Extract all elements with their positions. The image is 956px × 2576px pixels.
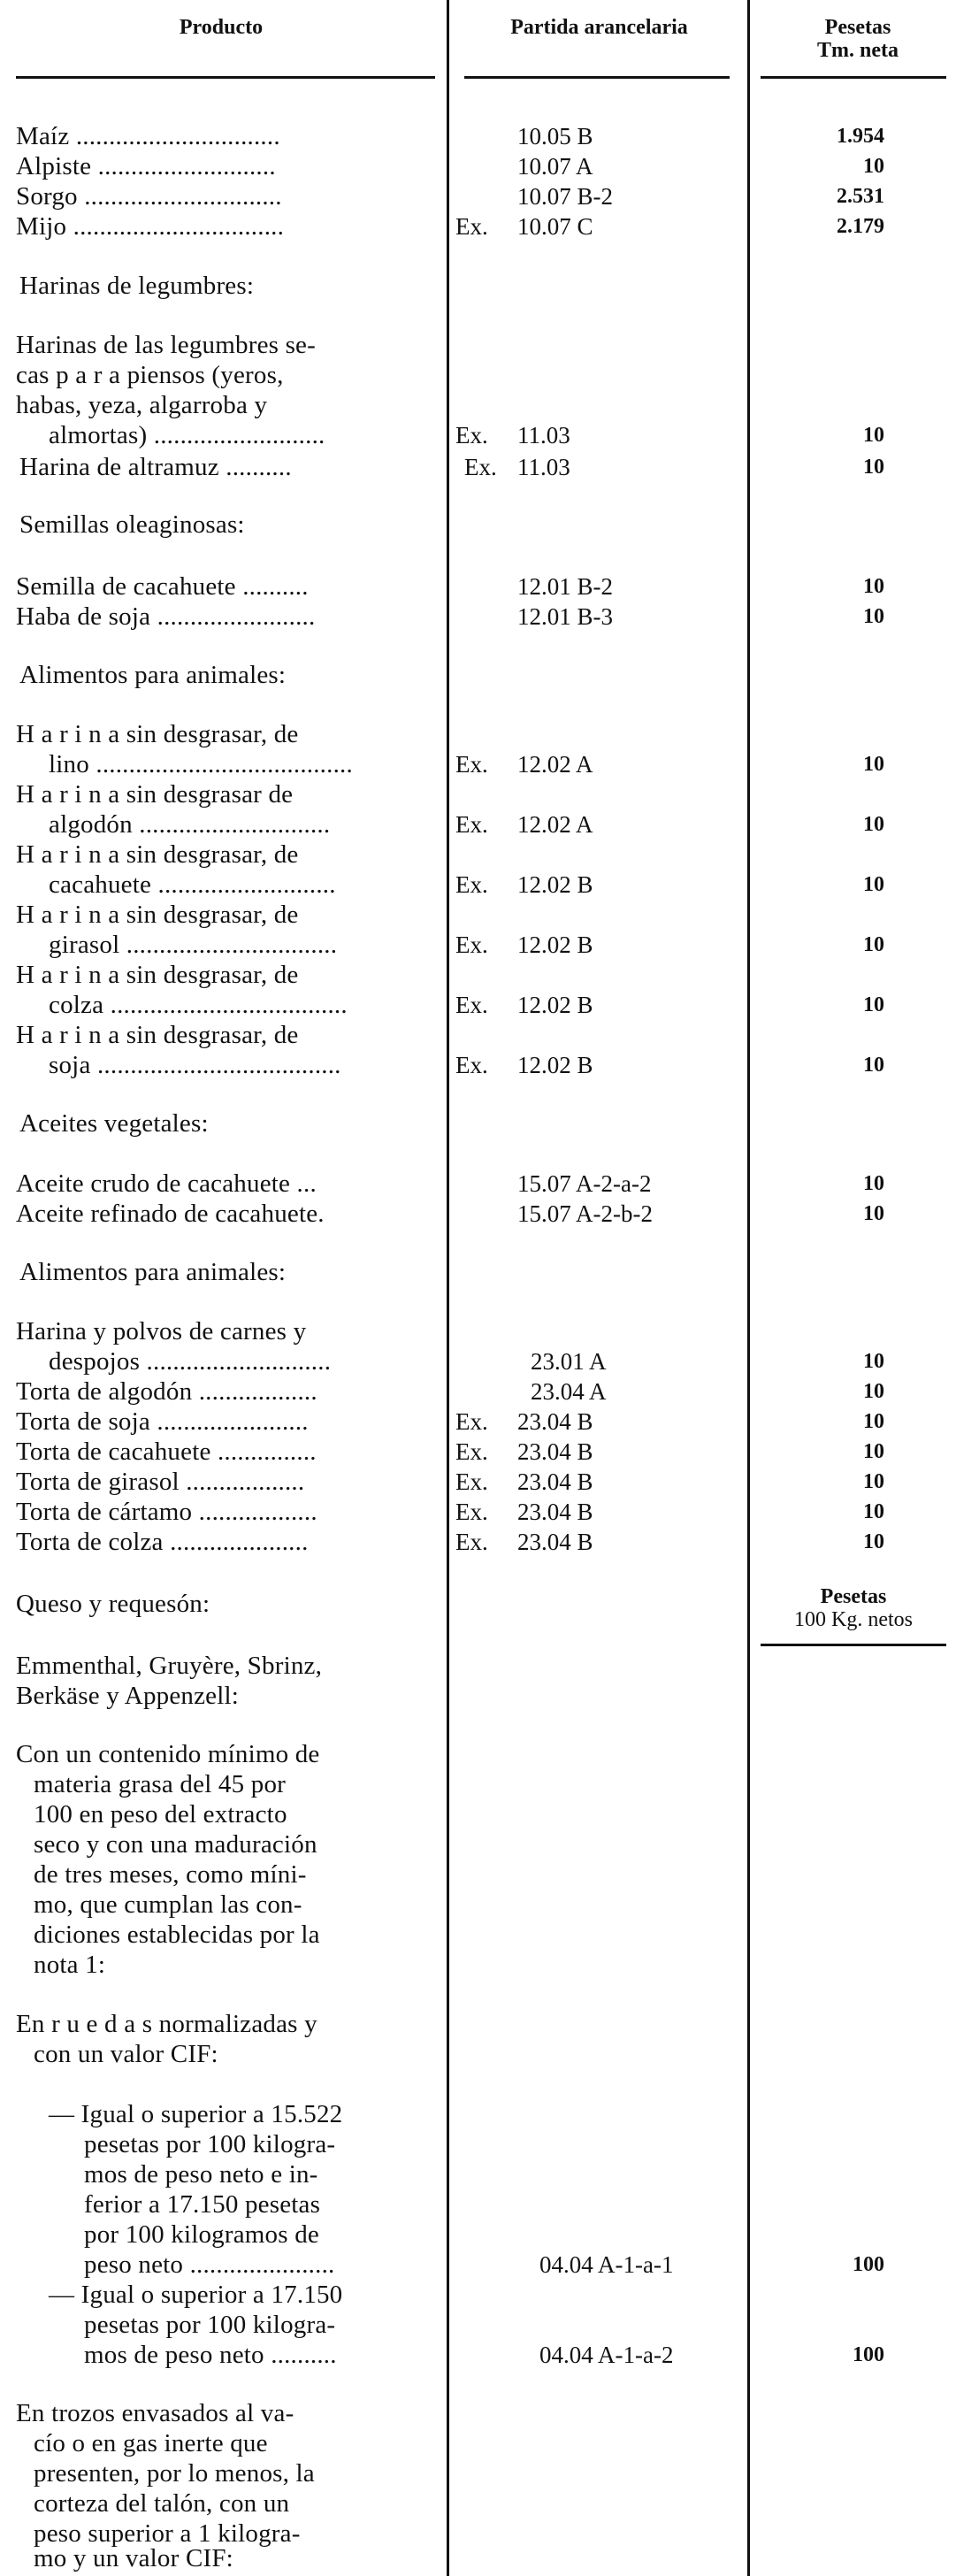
row-label: Aceite crudo de cacahuete ... xyxy=(16,1169,317,1198)
section-heading: Queso y requesón: xyxy=(16,1590,210,1618)
row-code: 15.07 A-2-a-2 xyxy=(517,1170,652,1197)
item-text-line: Con un contenido mínimo de xyxy=(16,1740,320,1768)
item-text-line: soja ..................................... xyxy=(49,1051,341,1079)
item-text-line: corteza del talón, con un xyxy=(34,2489,290,2518)
row-prefix: Ex. xyxy=(455,422,488,448)
item-text-line: H a r i n a sin desgrasar, de xyxy=(16,1021,299,1049)
item-text-line: con un valor CIF: xyxy=(34,2040,218,2068)
item-text-line: Harina y polvos de carnes y xyxy=(16,1317,307,1346)
row-code: 12.01 B-3 xyxy=(517,603,613,630)
header-partida: Partida arancelaria xyxy=(510,16,688,39)
row-code: 23.04 B xyxy=(517,1499,593,1525)
section-heading: Aceites vegetales: xyxy=(19,1109,209,1138)
item-text-line: almortas) .......................... xyxy=(49,421,325,449)
item-text-line: seco y con una maduración xyxy=(34,1830,317,1859)
section-heading: Alimentos para animales: xyxy=(19,1258,287,1286)
header-tm-neta: Tm. neta xyxy=(817,39,899,62)
row-code: 23.04 B xyxy=(517,1529,593,1555)
row-prefix: Ex. xyxy=(464,454,497,480)
row-value: 10 xyxy=(863,1470,884,1493)
row-code: 04.04 A-1-a-2 xyxy=(539,2342,674,2368)
item-text-line: materia grasa del 45 por xyxy=(34,1770,287,1798)
row-label: Torta de algodón .................. xyxy=(16,1377,317,1406)
header-pesetas: Pesetas xyxy=(824,16,891,39)
item-text-line: cas p a r a piensos (yeros, xyxy=(16,361,284,389)
item-text-line: En trozos envasados al va- xyxy=(16,2399,294,2427)
row-value: 10 xyxy=(863,873,884,896)
row-prefix: Ex. xyxy=(455,1408,488,1435)
item-text-line: peso neto ...................... xyxy=(84,2250,335,2279)
item-text-line: por 100 kilogramos de xyxy=(84,2220,319,2249)
header-pesetas-2: Pesetas xyxy=(820,1585,887,1608)
row-value: 10 xyxy=(863,456,884,479)
item-text-line: colza .................................... xyxy=(49,991,348,1019)
row-value: 10 xyxy=(863,155,884,178)
item-text-line: presenten, por lo menos, la xyxy=(34,2459,315,2488)
row-value: 10 xyxy=(863,1500,884,1523)
item-text-line: ferior a 17.150 pesetas xyxy=(84,2190,321,2219)
row-value: 10 xyxy=(863,1172,884,1195)
row-value: 10 xyxy=(863,993,884,1016)
row-value: 10 xyxy=(863,424,884,447)
row-prefix: Ex. xyxy=(455,1468,488,1495)
row-label: Torta de colza ..................... xyxy=(16,1528,309,1556)
item-text-line: 100 en peso del extracto xyxy=(34,1800,287,1828)
row-value: 10 xyxy=(863,1410,884,1433)
row-prefix: Ex. xyxy=(455,932,488,958)
row-value: 10 xyxy=(863,1054,884,1077)
row-value: 10 xyxy=(863,1530,884,1553)
row-code: 23.04 A xyxy=(531,1378,607,1405)
row-value: 10 xyxy=(863,753,884,776)
row-prefix: Ex. xyxy=(455,992,488,1018)
row-code: 23.01 A xyxy=(531,1348,607,1375)
item-text-line: pesetas por 100 kilogra- xyxy=(84,2311,336,2339)
row-prefix: Ex. xyxy=(455,213,488,240)
row-code: 12.02 B xyxy=(517,1052,593,1078)
header-100kg: 100 Kg. netos xyxy=(794,1608,913,1631)
row-prefix: Ex. xyxy=(455,1529,488,1555)
row-prefix: Ex. xyxy=(455,811,488,838)
row-code: 10.05 B xyxy=(517,123,593,150)
item-text-line: de tres meses, como míni- xyxy=(34,1860,307,1889)
row-value: 100 xyxy=(853,2253,884,2276)
item-text-line: H a r i n a sin desgrasar de xyxy=(16,780,294,809)
item-text-line: — Igual o superior a 15.522 xyxy=(49,2100,343,2128)
row-value: 10 xyxy=(863,575,884,598)
row-code: 12.02 A xyxy=(517,811,593,838)
row-code: 11.03 xyxy=(517,454,570,480)
item-text-line: Emmenthal, Gruyère, Sbrinz, xyxy=(16,1652,323,1680)
row-label: Harina de altramuz .......... xyxy=(19,453,292,481)
row-code: 10.07 A xyxy=(517,153,593,180)
item-text-line: Berkäse y Appenzell: xyxy=(16,1682,240,1710)
row-prefix: Ex. xyxy=(455,1499,488,1525)
row-label: Maíz ............................... xyxy=(16,122,280,150)
row-value: 10 xyxy=(863,1380,884,1403)
row-code: 23.04 B xyxy=(517,1438,593,1465)
row-prefix: Ex. xyxy=(455,751,488,778)
item-text-line: cío o en gas inerte que xyxy=(34,2429,268,2457)
header-rule-2 xyxy=(464,76,730,79)
row-code: 23.04 B xyxy=(517,1468,593,1495)
item-text-line: diciones establecidas por la xyxy=(34,1920,320,1949)
item-text-line: En r u e d a s normalizadas y xyxy=(16,2010,317,2038)
row-value: 10 xyxy=(863,1440,884,1463)
item-text-line: peso superior a 1 kilogra- xyxy=(34,2519,301,2548)
row-code: 10.07 B-2 xyxy=(517,183,613,210)
row-label: Mijo ................................ xyxy=(16,212,285,241)
item-text-line: nota 1: xyxy=(34,1951,106,1979)
row-label: Alpiste ........................... xyxy=(16,152,276,180)
section-heading: Semillas oleaginosas: xyxy=(19,510,245,539)
row-prefix: Ex. xyxy=(455,1438,488,1465)
row-value: 2.179 xyxy=(837,215,884,238)
item-text-line: H a r i n a sin desgrasar, de xyxy=(16,901,299,929)
item-text-line: mos de peso neto e in- xyxy=(84,2160,318,2189)
row-code: 12.02 B xyxy=(517,871,593,898)
row-label: Torta de soja ....................... xyxy=(16,1407,309,1436)
row-code: 04.04 A-1-a-1 xyxy=(539,2251,674,2278)
row-prefix: Ex. xyxy=(455,871,488,898)
row-value: 2.531 xyxy=(837,185,884,208)
item-text-line: lino ....................................... xyxy=(49,750,353,778)
row-code: 12.02 B xyxy=(517,932,593,958)
item-text-line: despojos ............................ xyxy=(49,1347,332,1376)
row-code: 12.02 A xyxy=(517,751,593,778)
row-value: 1.954 xyxy=(837,125,884,148)
row-value: 100 xyxy=(853,2343,884,2366)
row-value: 10 xyxy=(863,1202,884,1225)
row-value: 10 xyxy=(863,605,884,628)
item-text-line: Harinas de las legumbres se- xyxy=(16,331,316,359)
item-text-line: algodón ............................. xyxy=(49,810,331,839)
row-label: Sorgo .............................. xyxy=(16,182,282,211)
section-heading: Alimentos para animales: xyxy=(19,661,287,689)
item-text-line: — Igual o superior a 17.150 xyxy=(49,2281,343,2309)
row-code: 23.04 B xyxy=(517,1408,593,1435)
row-prefix: Ex. xyxy=(455,1052,488,1078)
item-text-line: mo, que cumplan las con- xyxy=(34,1890,302,1919)
row-label: Aceite refinado de cacahuete. xyxy=(16,1200,325,1228)
item-text-line: H a r i n a sin desgrasar, de xyxy=(16,840,299,869)
header-rule-3 xyxy=(761,76,946,79)
row-value: 10 xyxy=(863,1350,884,1373)
section-heading: Harinas de legumbres: xyxy=(19,272,255,300)
row-label: Semilla de cacahuete .......... xyxy=(16,572,309,601)
row-code: 12.01 B-2 xyxy=(517,573,613,600)
item-text-line: pesetas por 100 kilogra- xyxy=(84,2130,336,2158)
row-code: 10.07 C xyxy=(517,213,593,240)
item-text-line: cacahuete ........................... xyxy=(49,870,336,899)
header-rule-4 xyxy=(761,1644,946,1646)
item-text-line: habas, yeza, algarroba y xyxy=(16,391,268,419)
row-code: 12.02 B xyxy=(517,992,593,1018)
column-divider-right xyxy=(747,0,750,2576)
row-label: Torta de cacahuete ............... xyxy=(16,1438,317,1466)
header-producto: Producto xyxy=(179,16,264,39)
header-rule-1 xyxy=(16,76,435,79)
item-text-line: H a r i n a sin desgrasar, de xyxy=(16,720,299,748)
item-text-line: H a r i n a sin desgrasar, de xyxy=(16,961,299,989)
row-label: Torta de cártamo .................. xyxy=(16,1498,317,1526)
row-value: 10 xyxy=(863,933,884,956)
item-text-line: girasol ................................ xyxy=(49,931,338,959)
row-code: 11.03 xyxy=(517,422,570,448)
row-label: Haba de soja ........................ xyxy=(16,602,316,631)
row-code: 15.07 A-2-b-2 xyxy=(517,1200,653,1227)
column-divider-left xyxy=(447,0,449,2576)
item-text-line: mos de peso neto .......... xyxy=(84,2341,337,2369)
row-value: 10 xyxy=(863,813,884,836)
item-text-line: mo y un valor CIF: xyxy=(34,2544,233,2572)
row-label: Torta de girasol .................. xyxy=(16,1468,305,1496)
